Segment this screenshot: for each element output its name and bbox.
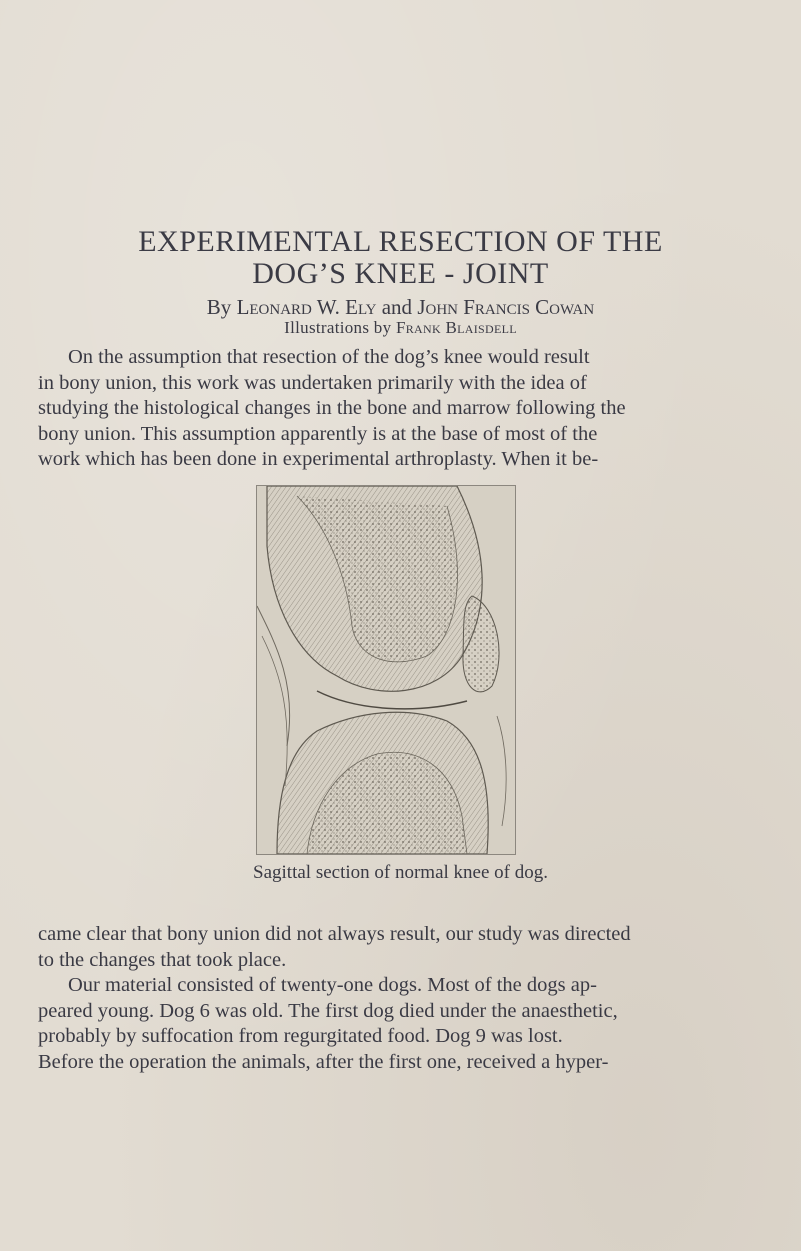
intro-line: bony union. This assumption apparently is at the base of most of the	[38, 422, 598, 445]
knee-section-illustration	[256, 485, 516, 855]
illustration-prefix: Illustrations by	[284, 318, 392, 337]
body-line: Before the operation the animals, after the first one, received a hyper-	[38, 1050, 609, 1073]
article-title-line-2: DOG’S KNEE - JOINT	[252, 257, 549, 290]
illustrator: Frank Blaisdell	[395, 318, 517, 337]
byline	[0, 295, 801, 320]
body-line: peared young. Dog 6 was old. The first dog died under the anaesthetic,	[38, 999, 618, 1022]
intro-paragraph	[38, 345, 678, 473]
body-line: probably by suffocation from regurgitated food. Dog 9 was lost.	[38, 1025, 563, 1047]
intro-line: On the assumption that resection of the dog’s knee would result	[68, 346, 590, 368]
intro-line: in bony union, this work was undertaken primarily with the idea of	[38, 371, 587, 394]
intro-line: studying the histological changes in the bone and marrow following the	[38, 397, 626, 419]
body-line: to the changes that took place.	[38, 948, 287, 971]
author-2: John Francis Cowan	[417, 295, 595, 319]
byline-prefix: By	[206, 295, 232, 319]
body-line: came clear that bony union did not always result, our study was directed	[38, 923, 631, 945]
figure-caption: Sagittal section of normal knee of dog.	[253, 862, 548, 883]
illustration-credit	[0, 318, 801, 338]
author-1: Leonard W. Ely	[236, 295, 377, 319]
body-paragraph	[38, 922, 678, 1075]
article-title-line-1: EXPERIMENTAL RESECTION OF THE	[138, 225, 663, 258]
body-line: Our material consisted of twenty-one dogs. Most of the dogs ap-	[68, 974, 597, 996]
byline-conjunction: and	[381, 295, 413, 319]
knee-section-drawing	[257, 486, 515, 854]
intro-line: work which has been done in experimental arthroplasty. When it be-	[38, 448, 599, 470]
